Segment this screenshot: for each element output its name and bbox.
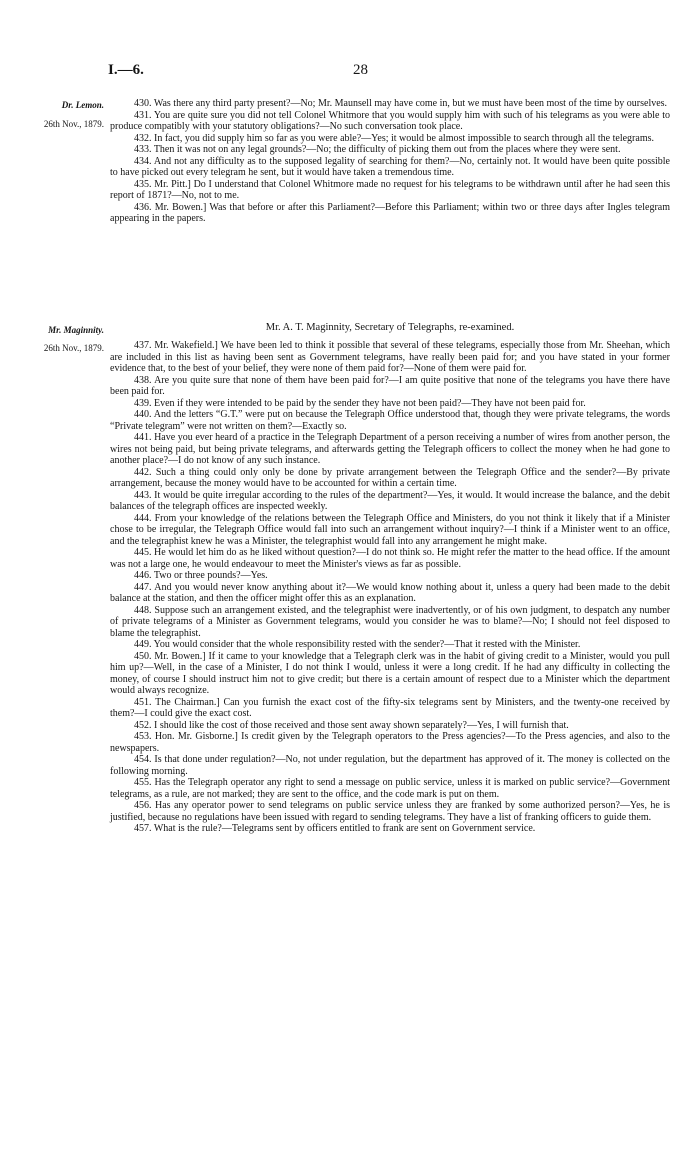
margin-note-date: 26th Nov., 1879. [43, 119, 104, 129]
question-paragraph: 443. It would be quite irregular according to the rules of the department?—Yes, it would. It would increase the balance, and the debit balances of the telegraph offices are inspected weekly. [110, 489, 670, 512]
question-paragraph: 439. Even if they were intended to be paid by the sender they have not been paid?—They have not been paid for. [134, 397, 586, 409]
question-paragraph: 442. Such a thing could only only be done by private arrangement between the Telegraph Office and the sender?—By private arrangement, because the money would have to be accounted for within a certain time. [110, 466, 670, 489]
question-paragraph: 434. And not any difficulty as to the supposed legality of searching for them?—No, certainly not. It would have been quite possible to have picked out every telegram he sent, but it would have taken a tremendous time. [110, 155, 670, 178]
question-paragraph: 452. I should like the cost of those received and those sent away shown separately?—Yes, I will furnish that. [134, 719, 569, 731]
question-paragraph: 454. Is that done under regulation?—No, not under regulation, but the department has approved of it. The money is collected on the following morning. [110, 754, 670, 777]
question-paragraph: 432. In fact, you did supply him so far as you were able?—Yes; it would be almost impossible to search through all the telegrams. [134, 132, 654, 144]
question-paragraph: 446. Two or three pounds?—Yes. [134, 570, 268, 581]
question-paragraph: 437. Mr. Wakefield.] We have been led to think it possible that several of these telegrams, especially those from Mr. Sheehan, which are included in this list as having been sent as Government telegrams, have really been paid for; and you have stated in your former evidence that, to the best of your belief, they were none of them paid for?—None of them were paid for. [110, 340, 670, 374]
question-paragraph: 455. Has the Telegraph operator any right to send a message on public service, unless it is marked on public service?—Government telegrams, as a rule, are not marked; they are sent to the office, and the code mark is put on them. [110, 777, 670, 800]
question-paragraph: 444. From your knowledge of the relations between the Telegraph Office and Ministers, do you not think it likely that if a Minister chose to be irregular, the Telegraph Office would fall into such an arrangement without inquiry?—I think if a Minister went to an office, and the telegraphist knew he was a Minister, the telegraphist would fall into any arrangement he might make. [110, 512, 670, 547]
testimony-block-2 [110, 340, 670, 835]
section-code: I.—6. [108, 62, 144, 78]
testimony-block-1 [110, 98, 670, 225]
page-number: 28 [353, 62, 368, 78]
margin-witness-name-2: Mr. Maginnity. [48, 325, 104, 335]
margin-witness-name: Dr. Lemon. [61, 100, 104, 110]
margin-note-date-2: 26th Nov., 1879. [43, 343, 104, 353]
page-header [108, 62, 613, 80]
margin-note-witness [20, 99, 104, 111]
question-paragraph: 438. Are you quite sure that none of them have been paid for?—I am quite positive that none of the telegrams you have there have been paid for. [110, 374, 670, 397]
question-paragraph: 431. You are quite sure you did not tell Colonel Whitmore that you would supply him with such of his telegrams as you were able to produce compatibly with your statutory obligations?—No such conversation took place. [110, 109, 670, 132]
question-paragraph: 441. Have you ever heard of a practice in the Telegraph Department of a person receiving a number of wires from another person, the wires not being paid, but being private telegrams, and afterwards getting the Telegraph officers to collect the money when he had gone to another place?—I do not know of any such instance. [110, 432, 670, 466]
question-paragraph: 457. What is the rule?—Telegrams sent by officers entitled to frank are sent on Government service. [134, 823, 536, 834]
question-paragraph: 433. Then it was not on any legal grounds?—No; the difficulty of picking them out from the places where they were sent. [134, 144, 621, 155]
question-paragraph: 449. You would consider that the whole responsibility rested with the sender?—That it rested with the Minister. [134, 639, 581, 650]
question-paragraph: 450. Mr. Bowen.] If it came to your knowledge that a Telegraph clerk was in the habit of giving credit to a Minister, would you pull him up?—Well, in the case of a Minister, I do not think I would, unless it were a long credit. If he had any difficulty in collecting the money, of course I should instruct him not to give credit; but there is a certain amount of respect due to a Minister which the department would always recognize. [110, 650, 670, 696]
margin-note-witness-2 [20, 324, 104, 336]
question-paragraph: 435. Mr. Pitt.] Do I understand that Colonel Whitmore made no request for his telegrams to be withdrawn until after he had seen this report of 1871?—No, not to me. [110, 178, 670, 201]
question-paragraph: 436. Mr. Bowen.] Was that before or after this Parliament?—Before this Parliament; within two or three days after Ingles telegram appearing in the papers. [110, 201, 670, 224]
question-paragraph: 440. And the letters “G.T.” were put on because the Telegraph Office understood that, though they were private telegrams, the words “Private telegram” were not written on them?—Exactly so. [110, 409, 670, 432]
question-paragraph: 430. Was there any third party present?—No; Mr. Maunsell may have come in, but we must have been most of the time by ourselves. [134, 98, 668, 109]
question-paragraph: 445. He would let him do as he liked without question?—I do not think so. He might refer the matter to the head office. If the amount was not a large one, he would endeavour to meet the Minister's views as far as possible. [110, 547, 670, 570]
question-paragraph: 447. And you would never know anything about it?—We would know nothing about it, unless a query had been made to the debit balance at the station, and then the officer might offer this as an explanation. [110, 581, 670, 604]
question-paragraph: 448. Suppose such an arrangement existed, and the telegraphist were inadvertently, or of his own judgment, to despatch any number of private telegrams of a Minister as Government telegrams, would you consider he was to blame?—No; I should not feel disposed to blame the telegraphist. [110, 604, 670, 639]
question-paragraph: 453. Hon. Mr. Gisborne.] Is credit given by the Telegraph operators to the Press agencies?—To the Press agencies, and also to the newspapers. [110, 731, 670, 754]
question-paragraph: 456. Has any operator power to send telegrams on public service unless they are franked by some authorized person?—Yes, he is justified, because no regulations have been issued with regard to sending telegrams. They have a list of franking officers to guide them. [110, 800, 670, 823]
witness-heading: Mr. A. T. Maginnity, Secretary of Telegraphs, re-examined. [265, 322, 515, 333]
question-paragraph: 451. The Chairman.] Can you furnish the exact cost of the fifty-six telegrams sent by Ministers, and the twenty-one received by them?—I could give the exact cost. [110, 696, 670, 719]
